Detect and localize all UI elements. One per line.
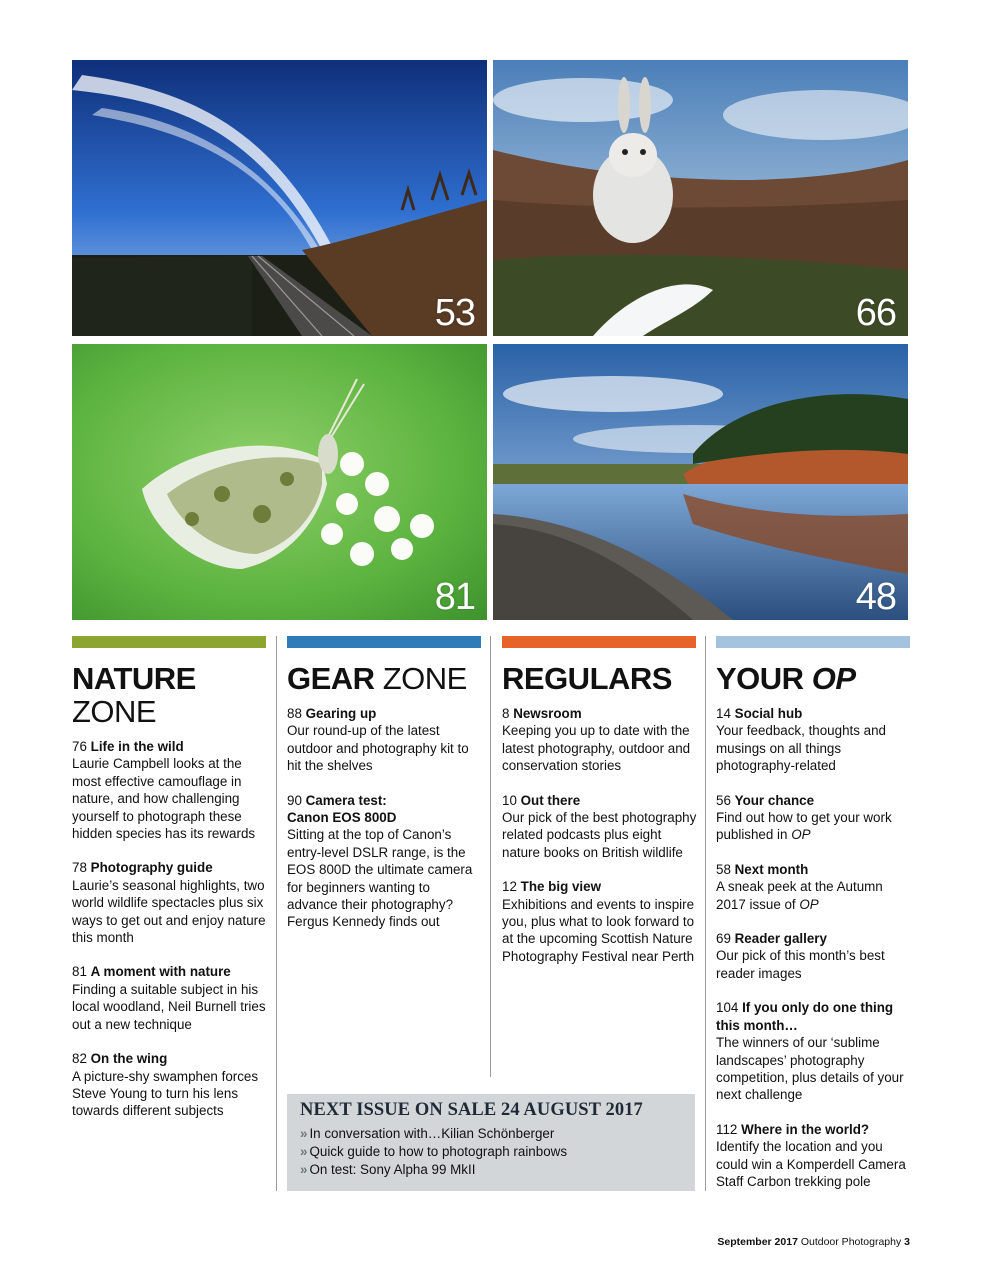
contents-entry[interactable] <box>716 705 912 775</box>
nature-zone-column <box>72 662 268 1137</box>
your-op-accent-bar <box>716 636 910 648</box>
next-issue-item: » On test: Sony Alpha 99 MkII <box>300 1162 476 1177</box>
contents-entry[interactable] <box>72 738 268 842</box>
column-divider <box>705 636 706 1191</box>
entry-description: Your feedback, thoughts and musings on all things photography-related <box>716 723 886 774</box>
regulars-column <box>502 662 698 982</box>
page-footer <box>717 1236 910 1248</box>
footer-magazine-name: Outdoor Photography <box>800 1236 902 1248</box>
entry-page: 88 <box>287 706 302 721</box>
entry-title: Your chance <box>734 792 815 808</box>
next-issue-box <box>287 1094 695 1191</box>
entry-title: Newsroom <box>513 706 582 721</box>
section-title: REGULARS <box>502 661 672 696</box>
entry-description: Exhibitions and events to inspire you, plus what to look forward to at the upcoming Scottish Nature Photography Festival near Perth <box>502 896 695 964</box>
entry-page: 90 <box>287 792 302 808</box>
contents-entry[interactable] <box>72 1050 268 1120</box>
photo-railway <box>72 60 487 336</box>
entry-page: 56 <box>716 792 731 808</box>
entry-description: A picture-shy swamphen forces Steve Young to turn his lens towards different subjects <box>72 1068 259 1119</box>
entry-page: 8 <box>502 706 510 721</box>
entry-description: Our pick of this month’s best reader images <box>716 948 885 981</box>
entry-title: Camera test: <box>305 792 387 808</box>
contents-entry[interactable] <box>716 792 912 844</box>
page-number-overlay: 66 <box>855 292 896 334</box>
column-divider <box>490 636 491 1077</box>
entry-page: 82 <box>72 1051 87 1067</box>
contents-entry[interactable] <box>502 705 698 775</box>
entry-page: 81 <box>72 964 87 980</box>
next-issue-item: » Quick guide to how to photograph rainbows <box>300 1144 568 1159</box>
section-title: NATURE ZONE <box>72 661 196 729</box>
entry-page: 112 <box>716 1121 738 1137</box>
entry-page: 14 <box>716 706 731 721</box>
entry-title: Life in the wild <box>90 739 184 754</box>
page-number-overlay: 81 <box>434 576 475 618</box>
contents-entry[interactable] <box>502 878 698 965</box>
photo-mountain-hare <box>493 60 908 336</box>
contents-entry[interactable] <box>287 705 483 775</box>
contents-entry[interactable] <box>716 1121 912 1191</box>
column-divider <box>276 636 277 1191</box>
entry-page: 12 <box>502 879 517 895</box>
footer-page-number: 3 <box>904 1236 910 1248</box>
entry-description: Keeping you up to date with the latest photography, outdoor and conservation stories <box>502 723 691 774</box>
next-issue-heading: NEXT ISSUE ON SALE 24 AUGUST 2017 <box>300 1100 643 1120</box>
entry-page: 76 <box>72 739 87 754</box>
entry-title: Gearing up <box>305 706 377 721</box>
entry-page: 78 <box>72 860 87 876</box>
entry-title: Where in the world? <box>741 1121 870 1137</box>
contents-entry[interactable] <box>72 859 268 946</box>
contents-entry[interactable] <box>716 999 912 1103</box>
section-title: YOUR OP <box>716 661 856 696</box>
contents-entry[interactable] <box>716 930 912 982</box>
entry-description: Sitting at the top of Canon’s entry-level DSLR range, is the EOS 800D the ultimate camera for beginners wanting to advance their photography? Fergus Kennedy finds out <box>287 827 473 930</box>
entry-title: Out there <box>520 792 581 808</box>
entry-description: Our round-up of the latest outdoor and photography kit to hit the shelves <box>287 723 469 774</box>
entry-title-line2: Canon EOS 800D <box>287 810 397 826</box>
entry-description-emphasis: OP <box>791 827 811 843</box>
footer-issue-date: September 2017 <box>717 1236 798 1248</box>
double-chevron-icon: » <box>300 1126 308 1141</box>
entry-title: Social hub <box>734 706 803 721</box>
regulars-accent-bar <box>502 636 696 648</box>
entry-description: Identify the location and you could win a Komperdell Camera Staff Carbon trekking pole <box>716 1139 906 1189</box>
nature-zone-accent-bar <box>72 636 266 648</box>
entry-description: Our pick of the best photography related podcasts plus eight nature books on British wildlife <box>502 810 697 860</box>
contents-entry[interactable] <box>716 861 912 913</box>
entry-title: Photography guide <box>90 860 213 876</box>
entry-description: Finding a suitable subject in his local woodland, Neil Burnell tries out a new technique <box>72 981 266 1032</box>
double-chevron-icon: » <box>300 1144 308 1159</box>
entry-description: A sneak peek at the Autumn 2017 issue of <box>716 879 883 912</box>
page-number-overlay: 48 <box>855 576 896 618</box>
entry-title: The big view <box>520 879 601 895</box>
entry-title: On the wing <box>90 1051 168 1067</box>
entry-page: 69 <box>716 931 731 947</box>
gear-zone-column <box>287 662 483 948</box>
entry-title: Reader gallery <box>734 931 827 947</box>
entry-description: Find out how to get your work published in <box>716 810 892 843</box>
section-title: GEAR ZONE <box>287 661 467 696</box>
your-op-column <box>716 662 912 1207</box>
double-chevron-icon: » <box>300 1162 308 1177</box>
entry-description-emphasis: OP <box>799 896 819 912</box>
gear-zone-accent-bar <box>287 636 481 648</box>
entry-description: Laurie’s seasonal highlights, two world wildlife spectacles plus six ways to get out and enjoy nature this month <box>72 877 266 946</box>
contents-entry[interactable] <box>502 792 698 862</box>
photo-butterfly <box>72 344 487 620</box>
entry-description: Laurie Campbell looks at the most effective camouflage in nature, and how challenging yourself to photograph these hidden species has its rewards <box>72 756 256 842</box>
contents-entry[interactable] <box>72 963 268 1033</box>
entry-page: 10 <box>502 792 517 808</box>
photo-river-estuary <box>493 344 908 620</box>
entry-title: If you only do one thing this month… <box>716 1000 894 1033</box>
entry-title: A moment with nature <box>90 964 231 980</box>
contents-entry[interactable] <box>287 792 483 931</box>
page-number-overlay: 53 <box>434 292 475 334</box>
next-issue-item: » In conversation with…Kilian Schönberger <box>300 1126 555 1141</box>
entry-title: Next month <box>734 861 809 877</box>
entry-page: 104 <box>716 1000 739 1016</box>
entry-page: 58 <box>716 861 731 877</box>
entry-description: The winners of our ‘sublime landscapes’ photography competition, plus details of your next challenge <box>716 1035 904 1103</box>
